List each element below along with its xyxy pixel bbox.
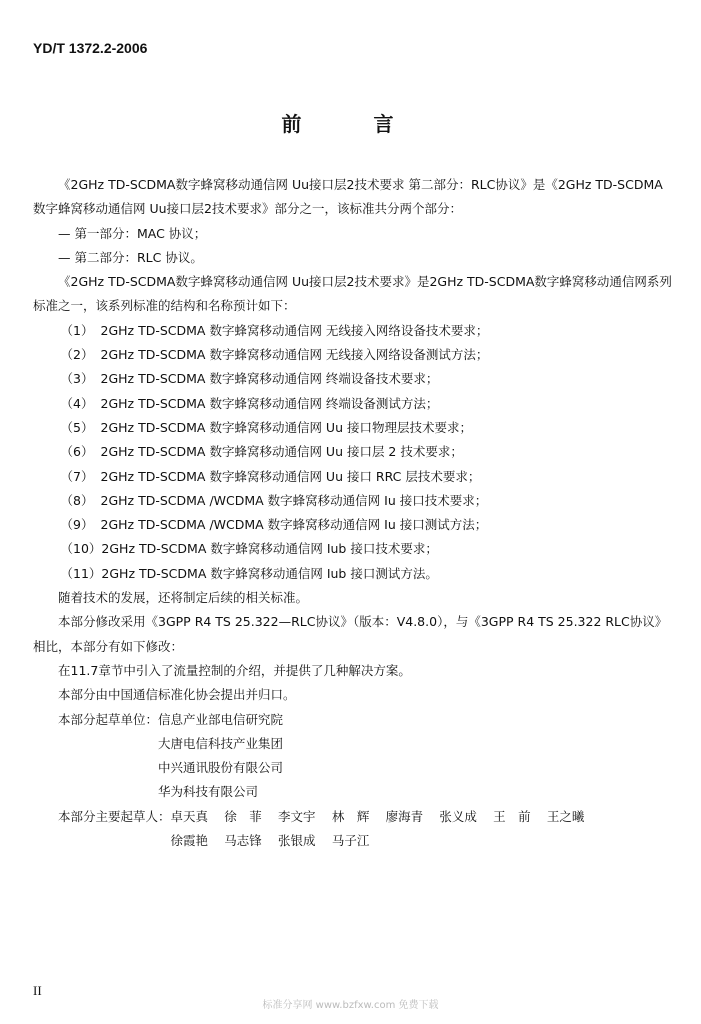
drafter-name: 张义成 [439,808,477,824]
drafter-name: 马志锋 [224,833,262,849]
intro-paragraph: 《2GHz TD-SCDMA数字蜂窝移动通信网 Uu接口层2技术要求 第二部分：RLC协议》是《2GHz TD-SCDMA数字蜂窝移动通信网 Uu接口层2技术要求》部分之一，该标准共分两个部分： [33,177,663,217]
drafting-unit: 大唐电信科技产业集团 [158,735,284,751]
drafting-units-label: 本部分起草单位： [58,711,159,727]
future-standards-note: 随着技术的发展，还将制定后续的相关标准。 [58,590,309,606]
drafter-name: 王之曦 [546,808,585,824]
list-item: （5） 2GHz TD-SCDMA 数字蜂窝移动通信网 Uu 接口物理层技术要求； [60,419,472,435]
main-drafters [33,805,673,854]
drafting-unit: 中兴通讯股份有限公司 [158,760,284,776]
drafter-name: 廖海青 [385,808,424,824]
list-item: （1） 2GHz TD-SCDMA 数字蜂窝移动通信网 无线接入网络设备技术要求； [60,322,489,338]
list-item: （8） 2GHz TD-SCDMA /WCDMA 数字蜂窝移动通信网 Iu 接口技术要求； [60,492,488,508]
list-item: （2） 2GHz TD-SCDMA 数字蜂窝移动通信网 无线接入网络设备测试方法； [60,347,489,363]
drafting-units [33,708,673,805]
adoption-paragraph: 本部分修改采用《3GPP R4 TS 25.322—RLC协议》（版本：V4.8.0），与《3GPP R4 TS 25.322 RLC协议》相比，本部分有如下修改： [33,614,668,654]
list-item: （11）2GHz TD-SCDMA 数字蜂窝移动通信网 Iub 接口测试方法。 [60,565,438,581]
drafter-name: 徐 菲 [224,808,262,824]
drafting-unit: 信息产业部电信研究院 [158,711,284,727]
drafter-name: 马子江 [331,833,370,849]
standard-number: YD/T 1372.2-2006 [33,40,148,56]
list-item: （4） 2GHz TD-SCDMA 数字蜂窝移动通信网 终端设备测试方法； [60,395,439,411]
list-item: （3） 2GHz TD-SCDMA 数字蜂窝移动通信网 终端设备技术要求； [60,371,439,387]
change-paragraph: 在11.7章节中引入了流量控制的介绍，并提供了几种解决方案。 [58,662,411,678]
drafters-row-2 [171,829,601,853]
part-one-item: — 第一部分：MAC 协议； [58,225,207,241]
foreword-body [33,173,673,853]
drafter-name: 张银成 [278,833,316,849]
page-title: 前 言 [281,112,420,136]
footer-watermark: 标准分享网 www.bzfxw.com 免费下载 [262,1000,439,1011]
drafter-name: 林 辉 [331,808,370,824]
drafters-row-1 [171,805,601,829]
drafting-unit: 华为科技有限公司 [158,784,259,800]
list-item: （6） 2GHz TD-SCDMA 数字蜂窝移动通信网 Uu 接口层 2 技术要求； [60,444,463,460]
proposer-paragraph: 本部分由中国通信标准化协会提出并归口。 [58,687,296,703]
page-number: II [33,983,42,998]
series-list [33,319,673,586]
main-drafters-label: 本部分主要起草人： [58,808,171,824]
drafter-name: 卓天真 [170,808,209,824]
drafter-name: 李文宇 [278,808,316,824]
list-item: （7） 2GHz TD-SCDMA 数字蜂窝移动通信网 Uu 接口 RRC 层技术要求； [60,468,481,484]
drafter-name: 徐霞艳 [170,833,209,849]
part-two-item: — 第二部分：RLC 协议。 [58,249,203,265]
list-item: （9） 2GHz TD-SCDMA /WCDMA 数字蜂窝移动通信网 Iu 接口测试方法； [60,517,488,533]
series-paragraph: 《2GHz TD-SCDMA数字蜂窝移动通信网 Uu接口层2技术要求》是2GHz TD-SCDMA数字蜂窝移动通信网系列标准之一，该系列标准的结构和名称预计如下： [33,274,672,314]
list-item: （10）2GHz TD-SCDMA 数字蜂窝移动通信网 Iub 接口技术要求； [60,541,438,557]
drafter-name: 王 前 [493,808,531,824]
